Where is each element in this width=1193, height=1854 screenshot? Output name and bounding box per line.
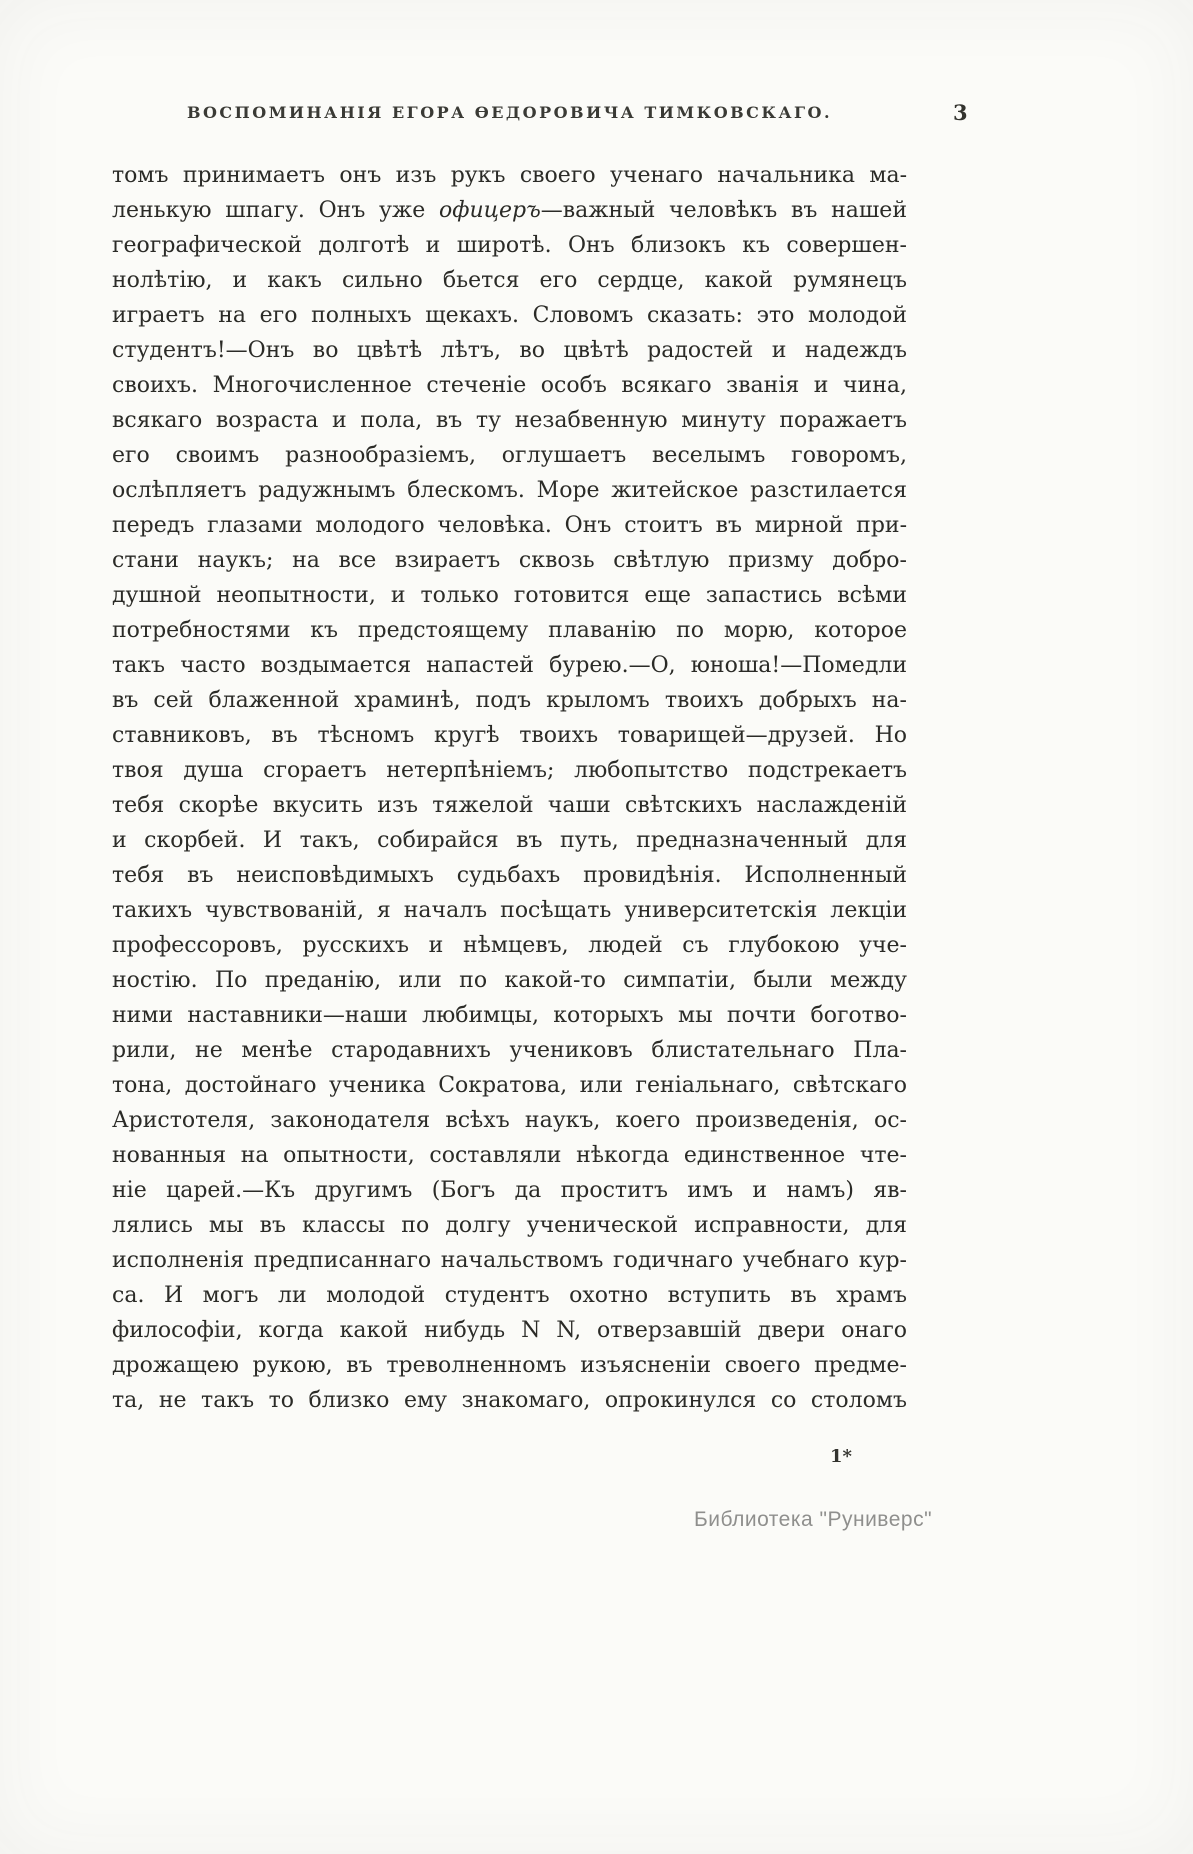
text-line: профессоровъ, русскихъ и нѣмцевъ, людей съ глубокою уче-	[112, 933, 907, 958]
page-header	[112, 103, 907, 122]
signature-mark: 1*	[830, 1446, 852, 1467]
text-line: стани наукъ; на все взираетъ сквозь свѣтлую призму добро-	[112, 548, 907, 573]
page-number: 3	[953, 100, 968, 125]
text-line: потребностями къ предстоящему плаванію по морю, которое	[112, 618, 907, 643]
text-line: лялись мы въ классы по долгу ученической исправности, для	[112, 1213, 907, 1238]
text-line: въ сей блаженной храминѣ, подъ крыломъ твоихъ добрыхъ на-	[112, 688, 907, 713]
text-block	[112, 158, 907, 1418]
text-line: ностію. По преданію, или по какой-то симпатіи, были между	[112, 968, 907, 993]
text-line: ніе царей.—Къ другимъ (Богъ да проститъ имъ и намъ) яв-	[112, 1178, 907, 1203]
text-line: ленькую шпагу. Онъ уже офицеръ—важный человѣкъ въ нашей	[112, 198, 907, 223]
text-line: ними наставники—наши любимцы, которыхъ мы почти боготво-	[112, 1003, 907, 1028]
text-line: душной неопытности, и только готовится еще запастись всѣми	[112, 583, 907, 608]
text-line: передъ глазами молодого человѣка. Онъ стоитъ въ мирной при-	[112, 513, 907, 538]
text-line: нолѣтію, и какъ сильно бьется его сердце, какой румянецъ	[112, 268, 907, 293]
text-line: рили, не менѣе стародавнихъ учениковъ блистательнаго Пла-	[112, 1038, 907, 1063]
text-line: такихъ чувствованій, я началъ посѣщать университетскія лекціи	[112, 898, 907, 923]
text-line: его своимъ разнообразіемъ, оглушаетъ веселымъ говоромъ,	[112, 443, 907, 468]
text-line: Аристотеля, законодателя всѣхъ наукъ, коего произведенія, ос-	[112, 1108, 907, 1133]
text-line: всякаго возраста и пола, въ ту незабвенную минуту поражаетъ	[112, 408, 907, 433]
text-line: ставниковъ, въ тѣсномъ кругѣ твоихъ товарищей—друзей. Но	[112, 723, 907, 748]
running-title: ВОСПОМИНАНІЯ ЕГОРА ѲЕДОРОВИЧА ТИМКОВСКАГО.	[186, 103, 833, 122]
text-line: та, не такъ то близко ему знакомаго, опрокинулся со столомъ	[112, 1388, 907, 1413]
text-line: играетъ на его полныхъ щекахъ. Словомъ сказать: это молодой	[112, 303, 907, 328]
text-line: твоя душа сгораетъ нетерпѣніемъ; любопытство подстрекаетъ	[112, 758, 907, 783]
text-line: студентъ!—Онъ во цвѣтѣ лѣтъ, во цвѣтѣ радостей и надеждъ	[112, 338, 907, 363]
text-line: тебя скорѣе вкусить изъ тяжелой чаши свѣтскихъ наслажденій	[112, 793, 907, 818]
text-line: са. И могъ ли молодой студентъ охотно вступить въ храмъ	[112, 1283, 907, 1308]
text-line: исполненія предписаннаго начальствомъ годичнаго учебнаго кур-	[112, 1248, 907, 1273]
text-line: географической долготѣ и широтѣ. Онъ близокъ къ совершен-	[112, 233, 907, 258]
text-line: такъ часто воздымается напастей бурею.—О, юноша!—Помедли	[112, 653, 907, 678]
text-line: и скорбей. И такъ, собирайся въ путь, предназначенный для	[112, 828, 907, 853]
text-line: философіи, когда какой нибудь N N, отверзавшій двери онаго	[112, 1318, 907, 1343]
italic-word: офицеръ	[439, 198, 541, 223]
text-line: нованныя на опытности, составляли нѣкогда единственное чте-	[112, 1143, 907, 1168]
text-line: дрожащею рукою, въ треволненномъ изъясненіи своего предме-	[112, 1353, 907, 1378]
text-line: тона, достойнаго ученика Сократова, или геніальнаго, свѣтскаго	[112, 1073, 907, 1098]
library-watermark: Библиотека "Руниверс"	[694, 1508, 933, 1531]
text-line: томъ принимаетъ онъ изъ рукъ своего ученаго начальника ма-	[112, 163, 907, 188]
text-line: тебя въ неисповѣдимыхъ судьбахъ провидѣнія. Исполненный	[112, 863, 907, 888]
text-line: ослѣпляетъ радужнымъ блескомъ. Море житейское разстилается	[112, 478, 907, 503]
text-line: своихъ. Многочисленное стеченіе особъ всякаго званія и чина,	[112, 373, 907, 398]
